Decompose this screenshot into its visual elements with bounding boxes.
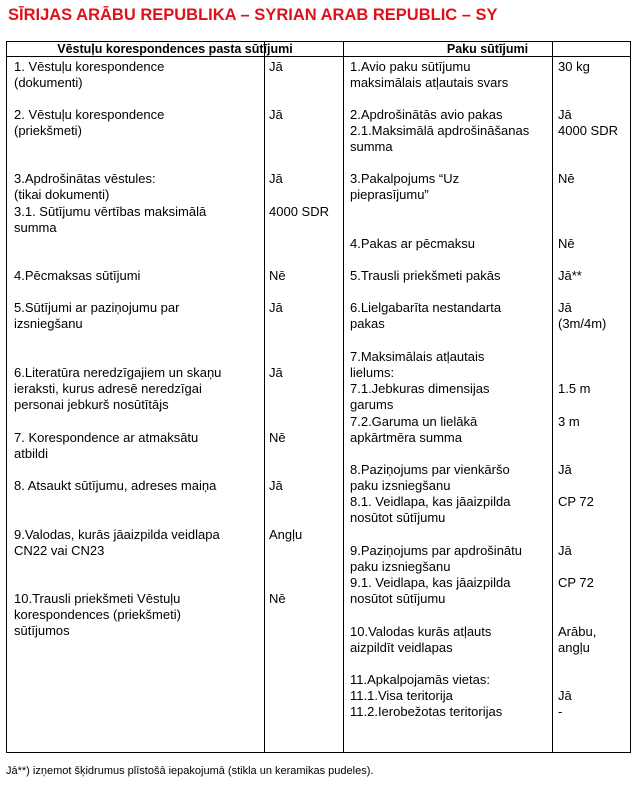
letters-label: 10.Trausli priekšmeti Vēstuļu korespondences (priekšmeti) sūtījumos [14, 591, 181, 638]
parcels-value: - [558, 704, 563, 719]
parcels-value: Jā [558, 107, 572, 122]
parcels-label: 5.Trausli priekšmeti pakās [350, 268, 501, 283]
letters-value: Nē [269, 430, 286, 445]
parcels-value: 4000 SDR [558, 123, 618, 138]
letters-value: Jā [269, 59, 283, 74]
column-divider-main [343, 41, 344, 753]
letters-label: 6.Literatūra neredzīgajiem un skaņu ieraksti, kurus adresē neredzīgai personai jebkurš nosūtītājs [14, 365, 222, 412]
letters-label: 5.Sūtījumi ar paziņojumu par izsniegšanu [14, 300, 180, 331]
parcels-label: 3.Pakalpojums “Uz pieprasījumu” [350, 171, 460, 202]
column-divider [552, 41, 553, 753]
parcels-label: 10.Valodas kurās atļauts aizpildīt veidlapas [350, 624, 492, 655]
parcels-label: 7.Maksimālais atļautais lielums: [350, 349, 485, 380]
parcels-label: 2.Apdrošinātās avio pakas [350, 107, 503, 122]
letters-label: 7. Korespondence ar atmaksātu atbildi [14, 430, 199, 461]
letters-label: 9.Valodas, kurās jāaizpilda veidlapa CN22 vai CN23 [14, 527, 220, 558]
parcels-label: 6.Lielgabarīta nestandarta pakas [350, 300, 502, 331]
parcels-label: 1.Avio paku sūtījumu maksimālais atļautais svars [350, 59, 509, 90]
header-divider [6, 56, 631, 57]
parcels-label: 9.Paziņojums par apdrošinātu paku izsniegšanu [350, 543, 522, 574]
parcels-label: 9.1. Veidlapa, kas jāaizpilda nosūtot sūtījumu [350, 575, 511, 606]
footnote: Jā**) izņemot šķidrumus plīstošā iepakojumā (stikla un keramikas pudeles). [6, 765, 374, 777]
parcels-value: Nē [558, 236, 575, 251]
parcels-label: 8.Paziņojums par vienkāršo paku izsniegšanu [350, 462, 510, 493]
parcels-value: 30 kg [558, 59, 590, 74]
letters-label: 8. Atsaukt sūtījumu, adreses maiņa [14, 478, 217, 493]
parcels-label: 7.1.Jebkuras dimensijas garums [350, 381, 490, 412]
parcels-value: Jā [558, 462, 572, 477]
letters-value: Jā [269, 300, 283, 315]
letters-value: Angļu [269, 527, 303, 542]
parcels-value: Jā [558, 688, 572, 703]
parcels-value: Arābu, angļu [558, 624, 597, 655]
parcels-label: 11.Apkalpojamās vietas: [350, 672, 490, 687]
parcels-label: 2.1.Maksimālā apdrošināšanas summa [350, 123, 530, 154]
parcels-label: 8.1. Veidlapa, kas jāaizpilda nosūtot sūtījumu [350, 494, 511, 525]
parcels-value: 3 m [558, 414, 580, 429]
parcels-label: 11.1.Visa teritorija [350, 688, 453, 703]
letters-value: Jā [269, 107, 283, 122]
letters-value: Jā [269, 478, 283, 493]
parcels-value: Jā [558, 543, 572, 558]
parcels-value: CP 72 [558, 494, 594, 509]
letters-label: 3.1. Sūtījumu vērtības maksimālā summa [14, 204, 207, 235]
parcels-value: CP 72 [558, 575, 594, 590]
letters-value: Jā [269, 365, 283, 380]
parcels-value: Jā (3m/4m) [558, 300, 607, 331]
parcels-value: Nē [558, 171, 575, 186]
column-divider [264, 41, 265, 753]
letters-label: 4.Pēcmaksas sūtījumi [14, 268, 141, 283]
letters-value: Jā [269, 171, 283, 186]
parcels-label: 11.2.Ierobežotas teritorijas [350, 704, 503, 719]
parcels-header: Paku sūtījumi [446, 42, 529, 56]
letters-header: Vēstuļu korespondences pasta sūtījumi [57, 42, 293, 56]
letters-label: 2. Vēstuļu korespondence (priekšmeti) [14, 107, 165, 138]
parcels-label: 4.Pakas ar pēcmaksu [350, 236, 476, 251]
parcels-value: 1.5 m [558, 381, 591, 396]
letters-value: 4000 SDR [269, 204, 329, 219]
parcels-value: Jā** [558, 268, 582, 283]
parcels-label: 7.2.Garuma un lielākā apkārtmēra summa [350, 414, 478, 445]
letters-label: 3.Apdrošinātas vēstules: (tikai dokumenti) [14, 171, 156, 202]
letters-value: Nē [269, 268, 286, 283]
letters-label: 1. Vēstuļu korespondence (dokumenti) [14, 59, 165, 90]
page-title: SĪRIJAS ARĀBU REPUBLIKA – SYRIAN ARAB REPUBLIC – SY [8, 6, 498, 24]
letters-value: Nē [269, 591, 286, 606]
